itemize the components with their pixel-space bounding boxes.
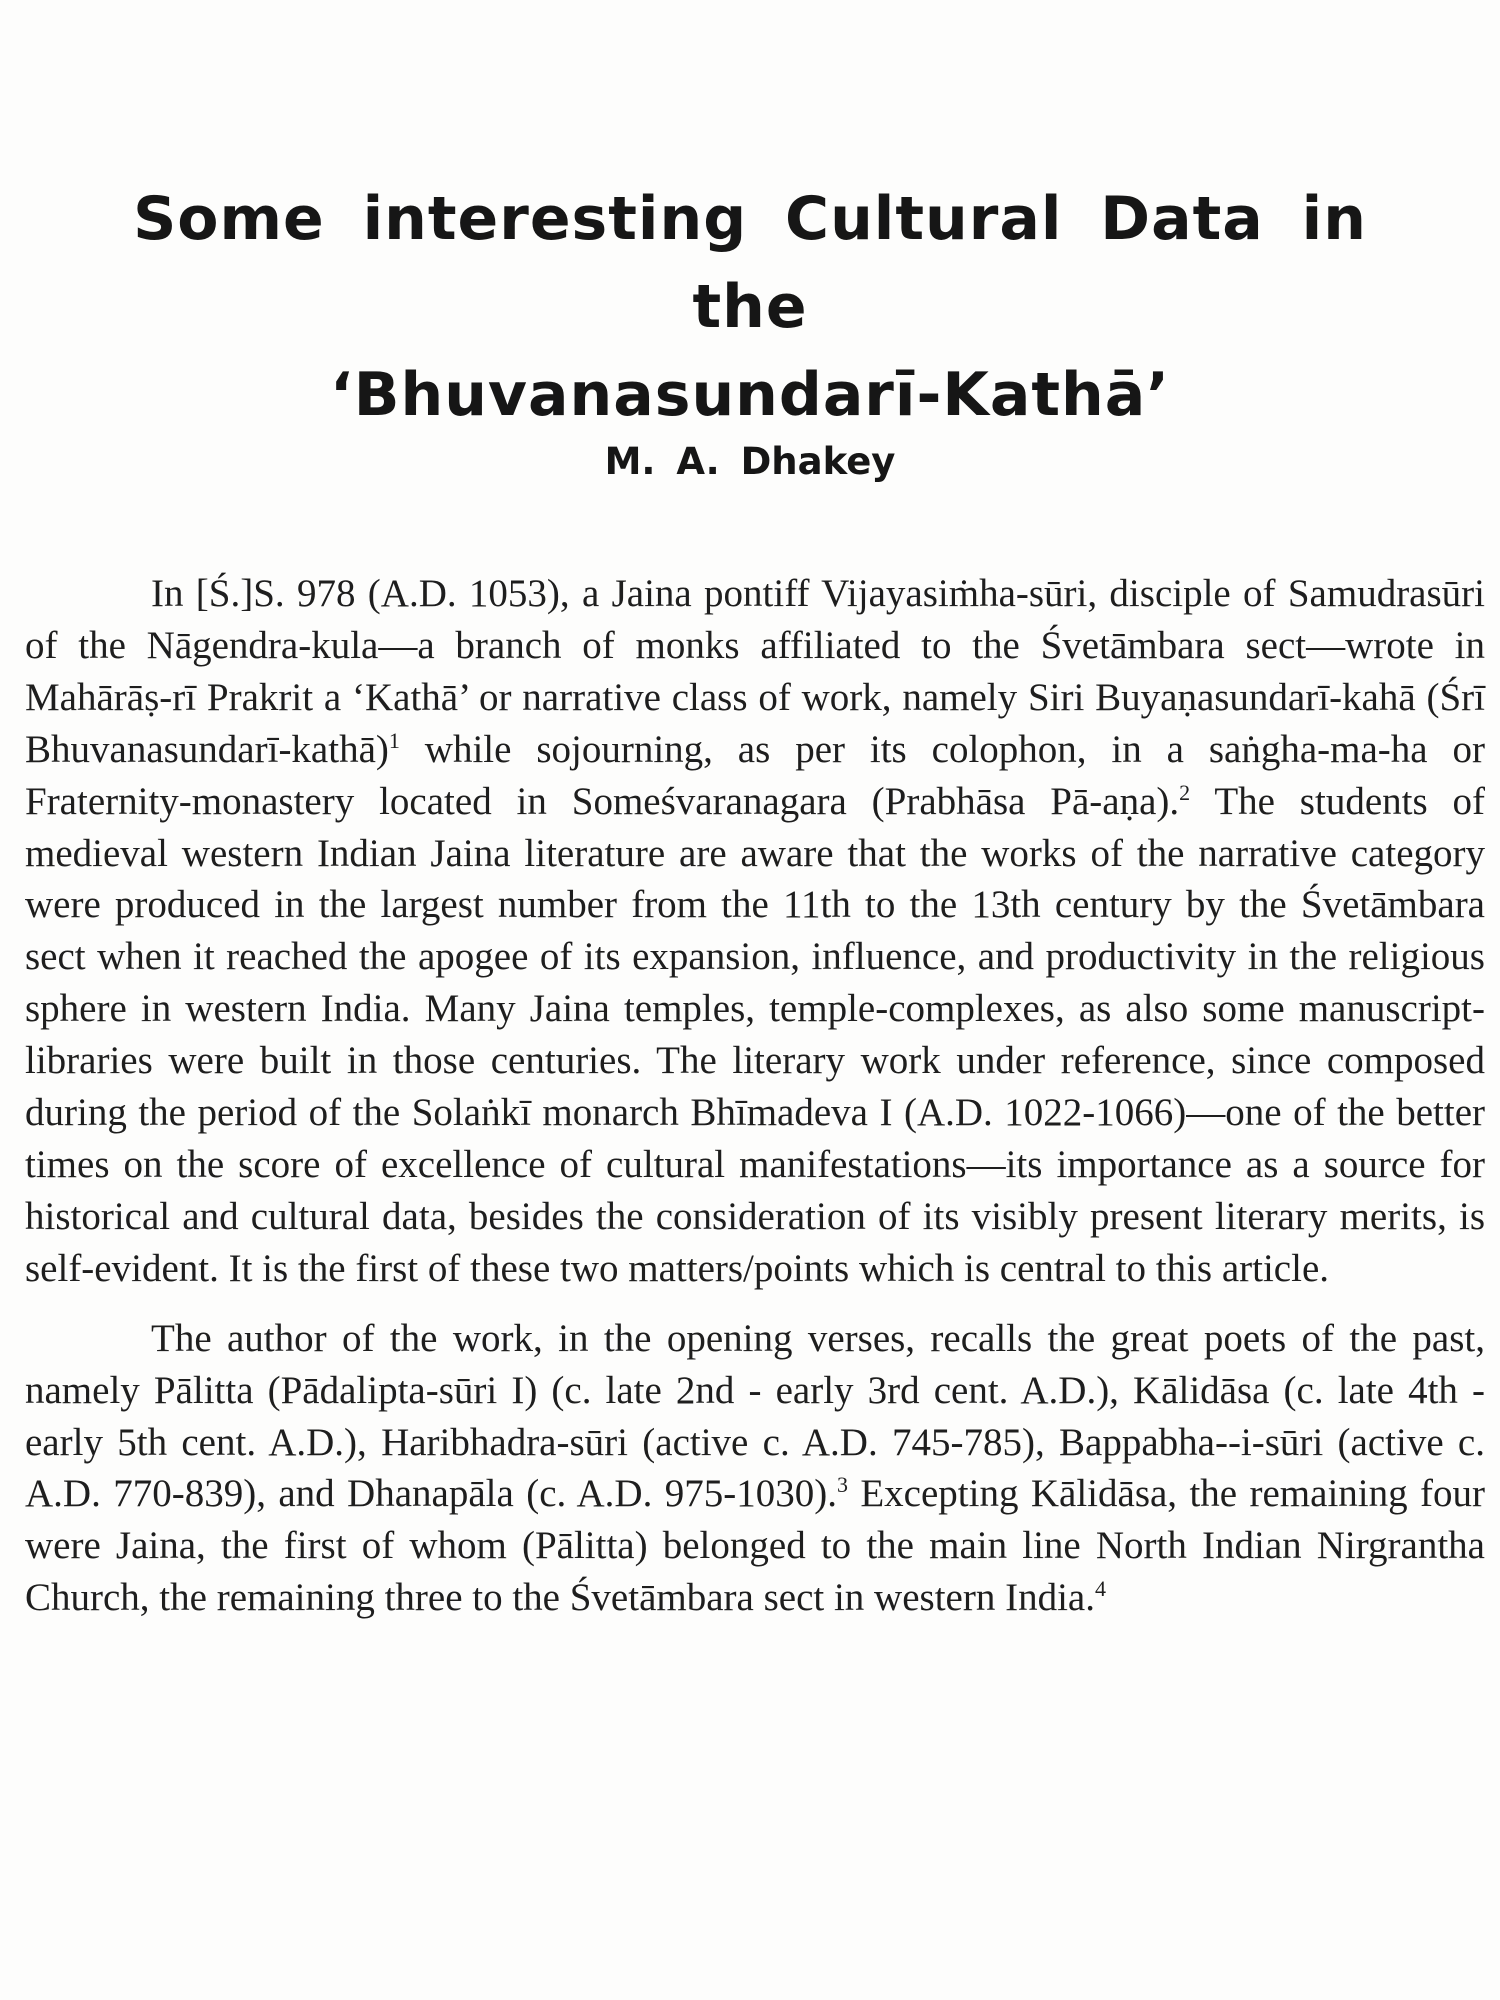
paragraph-1-text-2: while sojourning, as per its colophon, in a saṅgha-ma-ha or Fraternity-monastery located in Someśvaranagara (Prabhāsa Pā-aṇa).: [25, 727, 1485, 823]
paragraph-2-text-2: Excepting Kālidāsa, the remaining four were Jaina, the first of whom (Pālitta) belonged to the main line North Indian Nirgrantha Church, the remaining three to the Śvetāmbara sect in western India.: [25, 1472, 1485, 1620]
article-title-line-1: Some interesting Cultural Data in the: [133, 184, 1367, 342]
footnote-marker-4: 4: [1094, 1576, 1106, 1602]
footnote-marker-3: 3: [836, 1472, 848, 1498]
paragraph-1-text-1: In [Ś.]S. 978 (A.D. 1053), a Jaina pontiff Vijayasiṁha-sūri, disciple of Samudrasūri of the Nāgendra-kula—a branch of monks affiliated to the Śvetāmbara sect—wrote in Mahārāṣ-rī Prakrit a ‘Kathā’ or narrative class of work, namely Siri Buyaṇasundarī-kahā (Śrī Bhuvanasundarī-kathā): [25, 572, 1485, 771]
paragraph-1-text-3: The students of medieval western Indian Jaina literature are aware that the works of the narrative category were produced in the largest number from the 11th to the 13th century by the Śvetāmbara sect when it reached the apogee of its expansion, influence, and productivity in the religious sphere in western India. Many Jaina temples, temple-complexes, as also some manuscript-libraries were built in those centuries. The literary work under reference, since composed during the period of the Solaṅkī monarch Bhīmadeva I (A.D. 1022-1066)—one of the better times on the score of excellence of cultural manifestations—its importance as a source for historical and cultural data, besides the consideration of its visibly present literary merits, is self-evident. It is the first of these two matters/points which is central to this article.: [25, 779, 1485, 1290]
paragraph-2-text-1: The author of the work, in the opening verses, recalls the great poets of the past, namely Pālitta (Pādalipta-sūri I) (c. late 2nd - early 3rd cent. A.D.), Kālidāsa (c. late 4th - early 5th cent. A.D.), Haribhadra-sūri (active c. A.D. 745-785), Bappabha--i-sūri (active c. A.D. 770-839), and Dhanapāla (c. A.D. 975-1030).: [25, 1316, 1485, 1516]
footnote-marker-1: 1: [388, 727, 400, 753]
paragraph-2: [25, 1313, 1485, 1624]
author-name: M. A. Dhakey: [604, 440, 896, 483]
article-title: [100, 175, 1400, 439]
footnote-marker-2: 2: [1179, 779, 1191, 805]
article-body: [25, 568, 1485, 1642]
paragraph-1: [25, 568, 1485, 1295]
article-title-line-2: ‘Bhuvanasundarī-Kathā’: [329, 360, 1171, 430]
